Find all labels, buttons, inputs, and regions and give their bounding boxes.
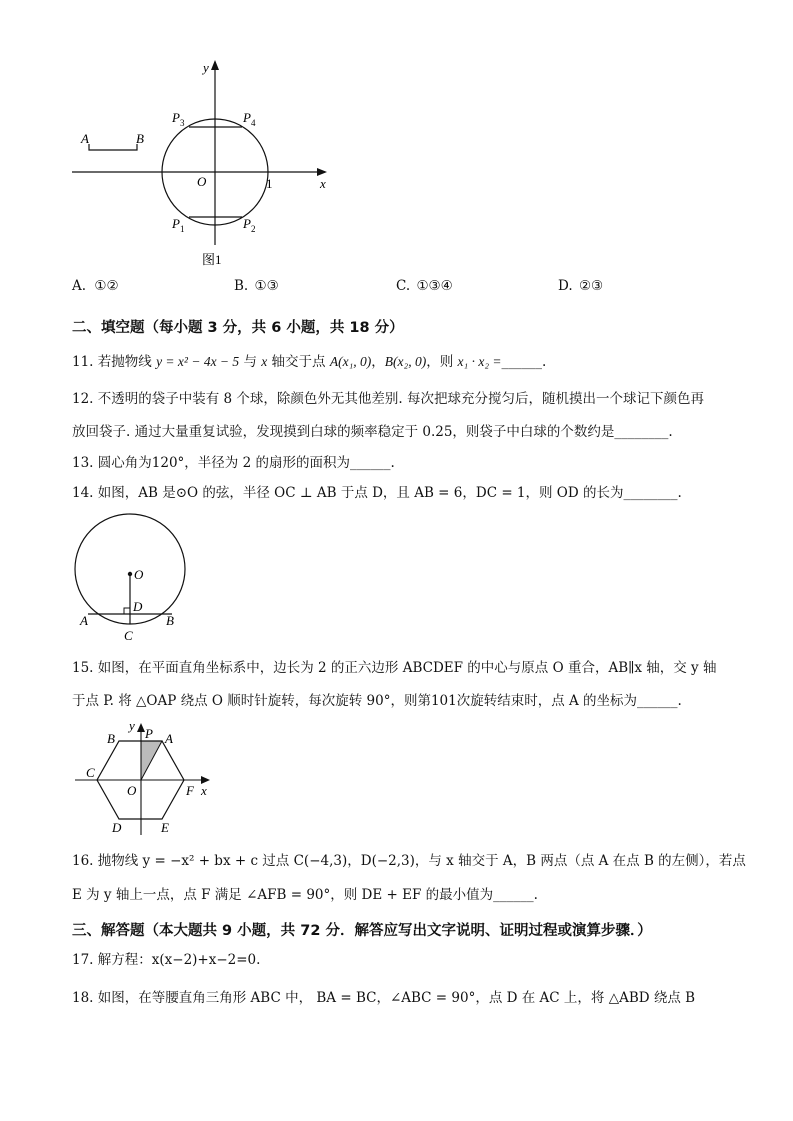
figure-1 <box>60 55 350 270</box>
label-a: A <box>81 131 89 146</box>
q11-point-a: A(x₁, 0) <box>329 354 372 369</box>
question-13: 13. 圆心角为120°，半径为 2 的扇形的面积为______. <box>72 455 395 471</box>
x-axis-arrow <box>317 168 327 176</box>
label-o: O <box>127 783 137 798</box>
choice-b[interactable] <box>234 276 279 296</box>
choice-a-value: ①② <box>94 278 119 294</box>
label-a: A <box>165 731 173 746</box>
figure-caption: 图1 <box>202 252 222 267</box>
label-b: B <box>136 131 144 146</box>
label-o: O <box>197 174 207 189</box>
choice-c-letter: C. <box>396 278 411 294</box>
label-y: y <box>203 60 209 75</box>
label-y: y <box>129 718 135 733</box>
label-x: x <box>201 783 207 798</box>
q11-text-1: 若抛物线 <box>97 354 157 370</box>
label-c: C <box>124 628 133 643</box>
label-p1: $P_1$ <box>172 216 185 234</box>
q11-point-b: B(x₂, 0) <box>384 354 427 369</box>
question-14: 14. 如图，AB 是⊙O 的弦，半径 OC ⊥ AB 于点 D，且 AB = 6，DC = 1，则 OD 的长为________. <box>72 485 682 501</box>
label-d: D <box>112 820 122 835</box>
choice-c-value: ①③④ <box>416 278 453 294</box>
figure-14 <box>65 510 195 645</box>
label-e: E <box>161 820 169 835</box>
choice-a[interactable] <box>72 276 119 296</box>
label-one: 1 <box>266 176 273 191</box>
question-16-line-1: 16. 抛物线 y = −x² + bx + c 过点 C(−4,3)，D(−2,3)，与 x 轴交于 A，B 两点（点 A 在点 B 的左侧），若点 <box>72 853 746 869</box>
question-15-line-1: 15. 如图，在平面直角坐标系中，边长为 2 的正六边形 ABCDEF 的中心与原点 O 重合，AB∥x 轴，交 y 轴 <box>72 660 717 676</box>
choice-c[interactable] <box>396 276 453 296</box>
question-12-line-2: 放回袋子. 通过大量重复试验，发现摸到白球的频率稳定于 0.25，则袋子中白球的个数约是________. <box>72 424 673 440</box>
q11-text-2: 与 <box>239 354 262 370</box>
label-o: O <box>134 567 144 582</box>
q11-x: x <box>261 354 268 369</box>
choice-b-letter: B. <box>234 278 249 294</box>
right-angle-mark <box>124 608 130 614</box>
label-b: B <box>166 613 174 628</box>
question-18: 18. 如图，在等腰直角三角形 ABC 中， BA = BC，∠ABC = 90°，点 D 在 AC 上，将 △ABD 绕点 B <box>72 990 696 1006</box>
choice-b-value: ①③ <box>254 278 279 294</box>
label-p3: $P_3$ <box>172 110 185 128</box>
y-axis-arrow <box>211 60 219 70</box>
choice-a-letter: A. <box>72 278 87 294</box>
center-dot <box>128 572 132 576</box>
section-2-title: 二、填空题（每小题 3 分，共 6 小题，共 18 分） <box>72 320 404 336</box>
label-d: D <box>133 599 143 614</box>
label-p4: $P_4$ <box>243 110 256 128</box>
segment-ab <box>89 144 137 150</box>
label-p: P <box>145 726 153 741</box>
q11-text-5: ，则 <box>426 354 458 370</box>
shaded-triangle-oap <box>141 741 162 780</box>
section-3-title: 三、解答题（本大题共 9 小题，共 72 分．解答应写出文字说明、证明过程或演算步骤．） <box>72 923 652 939</box>
q11-text-4: ， <box>371 354 385 370</box>
choice-d[interactable] <box>558 276 603 296</box>
label-x: x <box>320 176 326 191</box>
label-b: B <box>107 731 115 746</box>
q11-text-3: 轴交于点 <box>267 354 330 370</box>
question-17: 17. 解方程：x(x−2)+x−2=0. <box>72 952 261 968</box>
question-11 <box>72 352 546 372</box>
label-f: F <box>186 783 194 798</box>
choice-d-letter: D. <box>558 278 573 294</box>
q11-product: x₁ · x₂ = <box>457 354 502 369</box>
q11-equation: y = x² − 4x − 5 <box>156 354 240 369</box>
question-12-line-1: 12. 不透明的袋子中装有 8 个球，除颜色外无其他差别. 每次把球充分搅匀后，随机摸出一个球记下颜色再 <box>72 391 705 407</box>
label-a: A <box>80 613 88 628</box>
label-c: C <box>86 765 95 780</box>
q11-blank[interactable]: ______. <box>501 354 547 370</box>
label-p2: $P_2$ <box>243 216 256 234</box>
choice-d-value: ②③ <box>578 278 604 294</box>
y-axis-arrow <box>137 723 145 732</box>
question-15-line-2: 于点 P. 将 △OAP 绕点 O 顺时针旋转，每次旋转 90°，则第101次旋转结束时，点 A 的坐标为______. <box>72 693 682 709</box>
question-16-line-2: E 为 y 轴上一点，点 F 满足 ∠AFB = 90°，则 DE + EF 的最小值为______. <box>72 887 538 903</box>
figure-15 <box>68 715 218 840</box>
q11-number: 11. <box>72 354 98 370</box>
